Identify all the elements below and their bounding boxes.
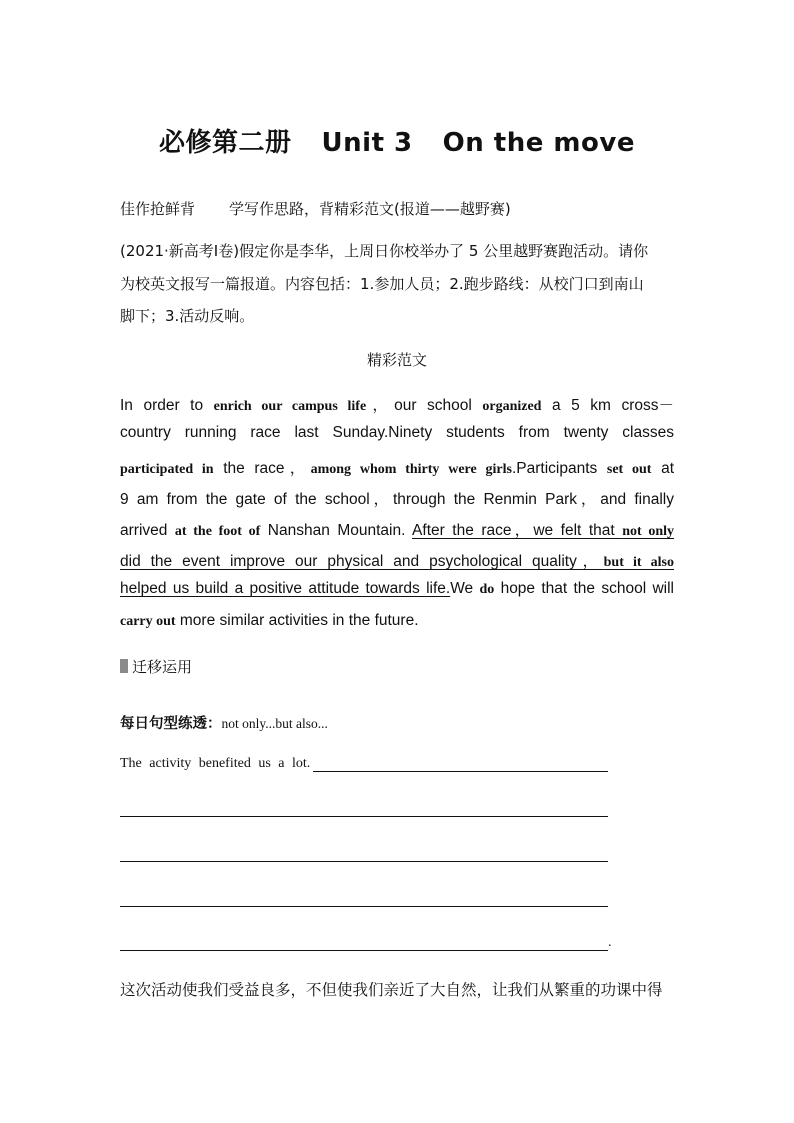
subheader [120,198,674,219]
essay-underlined-text: did the event improve our physical and psychological quality， [120,553,604,570]
essay-heading: 精彩范文 [366,351,427,369]
essay-key-phrase: not only [622,524,675,539]
essay-key-phrase: carry out [120,614,176,629]
prompt-line-3: 脚下；3.活动反响。 [120,307,255,325]
sentence-pattern [120,712,674,733]
answer-line-1[interactable] [313,771,608,772]
subheader-left: 佳作抢鲜背 [120,200,196,218]
title-topic: On the move [442,128,635,158]
answer-line-2[interactable] [120,816,608,817]
essay-text: at [651,460,675,477]
practice-heading [120,656,192,677]
essay-line-7 [120,580,674,598]
bottom-paragraph: 这次活动使我们受益良多，不但使我们亲近了大自然，让我们从繁重的功课中得 [120,981,663,999]
essay-text: arrived [120,522,175,539]
section-marker-icon [120,659,128,673]
page-title [0,122,794,159]
essay-text: a 5 km cross－ [541,397,674,414]
title-book: 必修第二册 [159,128,292,158]
prompt-line-2: 为校英文报写一篇报道。内容包括：1.参加人员；2.跑步路线：从校门口到南山 [120,275,644,293]
essay-line-6 [120,549,674,571]
pattern-label: 每日句型练透： [120,716,222,732]
essay-text: the race， [213,460,311,477]
essay-text: more similar activities in the future. [175,612,419,629]
answer-line-5[interactable] [120,950,608,951]
pattern-text: not only...but also... [221,716,328,731]
essay-key-phrase: but it also [603,555,675,570]
answer-line-4[interactable] [120,906,608,907]
answer-end-mark: . [608,935,612,950]
essay-text: hope that the school will [494,580,674,597]
essay-key-phrase: among whom thirty were girls [310,462,512,477]
essay-underlined-text: helped us build a positive attitude towards life. [120,580,451,597]
essay-text: Nanshan Mountain. [260,522,413,539]
prompt-line-1: (2021·新高考Ⅰ卷)假定你是李华，上周日你校举办了 5 公里越野赛跑活动。请你 [120,242,649,260]
essay-text: In order to [120,397,214,414]
essay-line-4: 9 am from the gate of the school，through the Renmin Park，and finally [120,491,674,508]
essay-key-phrase: enrich our campus life [213,399,367,414]
essay-underlined-text: After the race，we felt that [412,522,623,539]
practice-heading-label: 迁移运用 [132,658,193,676]
essay-key-phrase: participated in [120,462,214,477]
essay-text: ，our school [366,397,483,414]
answer-line-3[interactable] [120,861,608,862]
essay-line-8 [120,612,674,630]
essay-line-1 [120,393,674,415]
essay-key-phrase: organized [482,399,542,414]
essay-key-phrase: set out [606,462,652,477]
essay-line-3 [120,456,674,478]
essay-key-phrase: do [479,582,495,597]
essay-text: .Participants [511,460,607,477]
essay-text: We [450,580,480,597]
subheader-right: 学写作思路，背精彩范文(报道——越野赛) [229,200,511,218]
essay-line-5 [120,518,674,540]
essay-key-phrase: at the foot of [174,524,261,539]
translation-start: The activity benefited us a lot. [120,756,311,771]
essay-line-2: country running race last Sunday.Ninety students from twenty classes [120,424,674,441]
title-unit: Unit 3 [321,128,413,158]
